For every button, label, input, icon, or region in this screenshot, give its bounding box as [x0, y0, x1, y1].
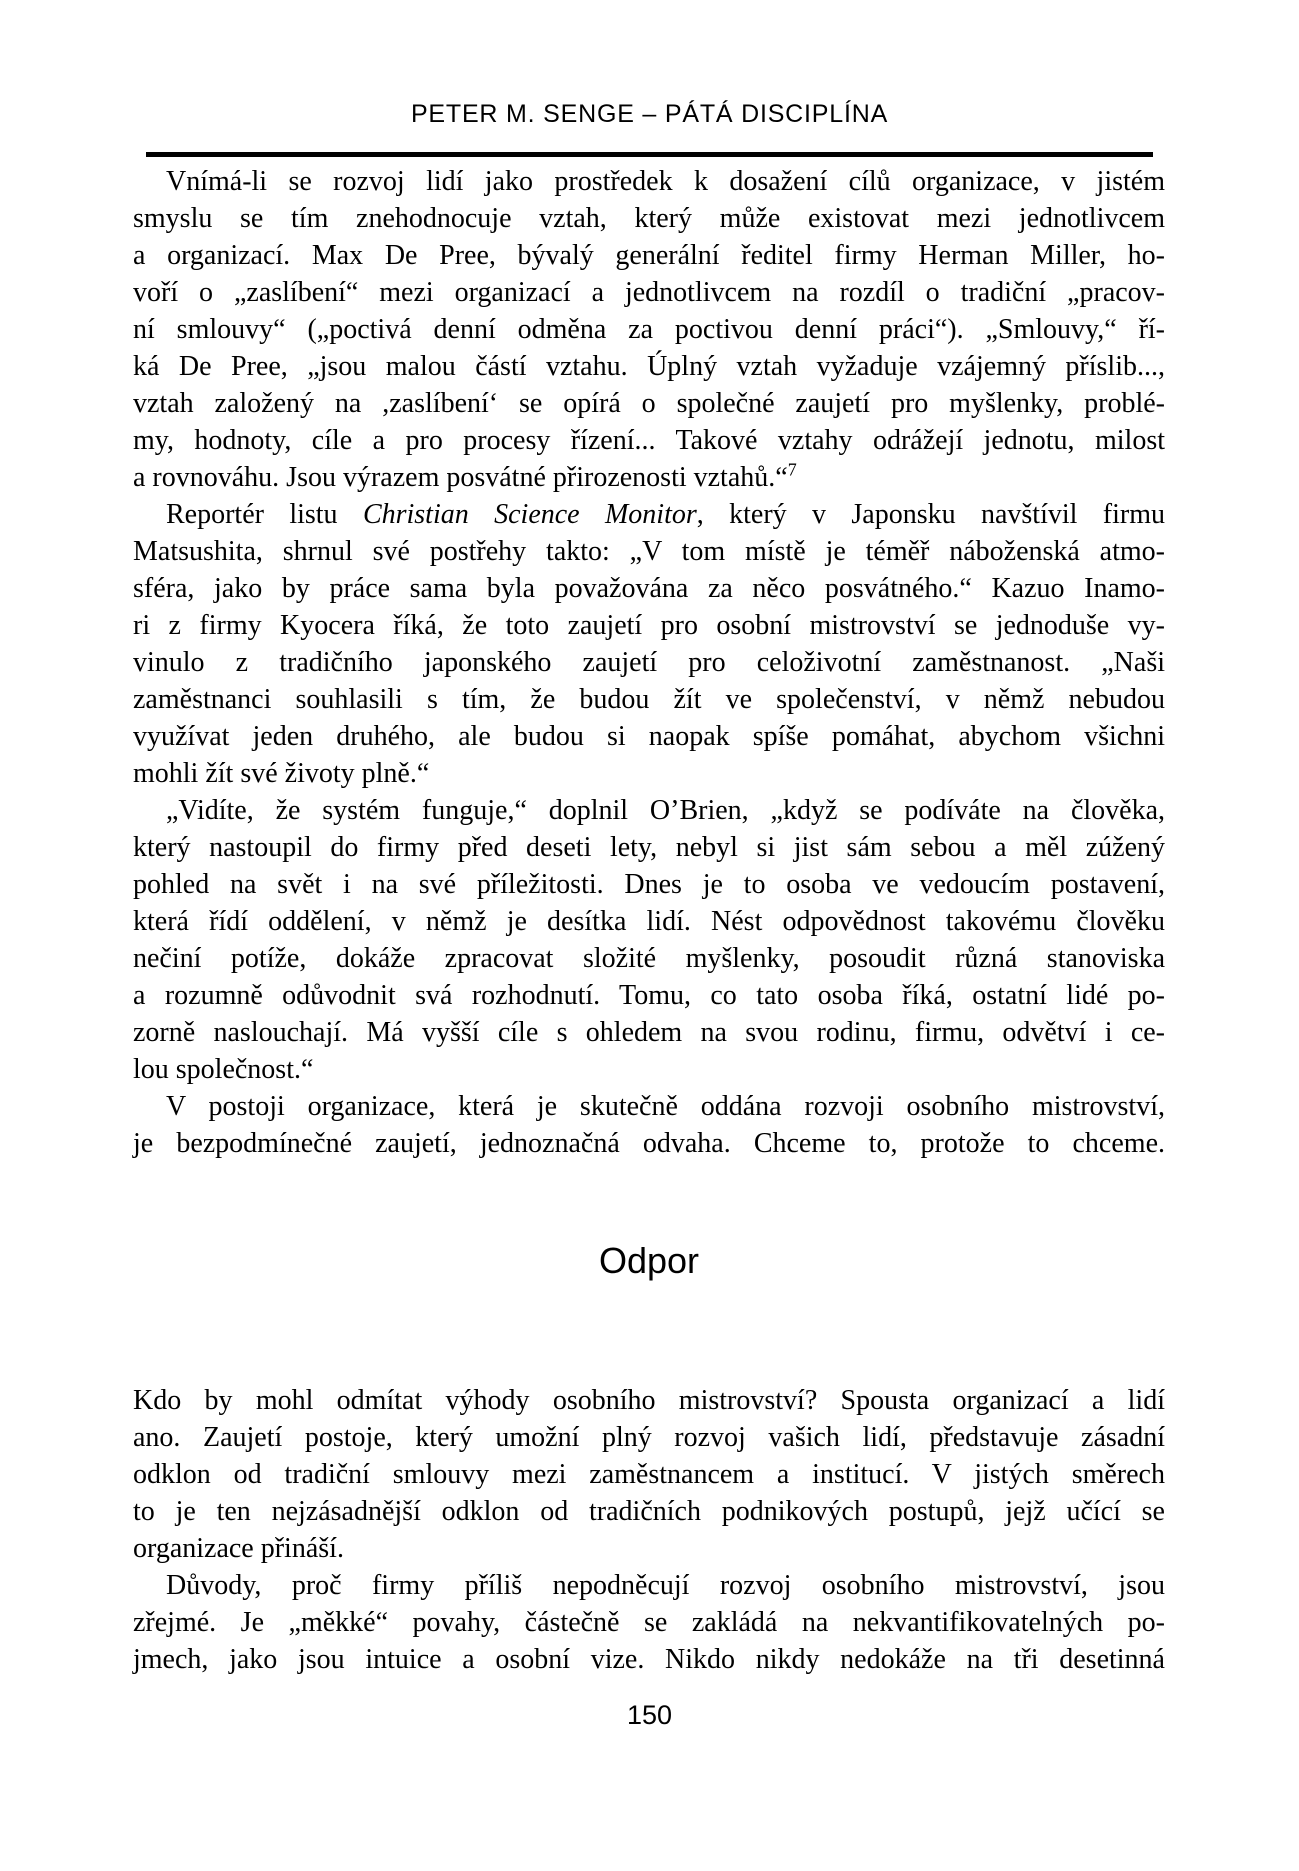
text-line: ká De Pree, „jsou malou částí vztahu. Úplný vztah vyžaduje vzájemný příslib...,: [133, 351, 1165, 382]
footnote-marker: 7: [787, 459, 797, 480]
emphasized-text: Christian Science Monitor: [362, 499, 697, 530]
text-line: Reportér listu Christian Science Monitor, který v Japonsku navštívil firmu: [166, 499, 1165, 530]
page-number: 150: [626, 1700, 673, 1730]
paragraph: [133, 1382, 1165, 1567]
text-line: a organizací. Max De Pree, bývalý generální ředitel firmy Herman Miller, ho-: [133, 240, 1165, 271]
text-line: odklon od tradiční smlouvy mezi zaměstnancem a institucí. V jistých směrech: [133, 1459, 1165, 1490]
text-line: voří o „zaslíbení“ mezi organizací a jednotlivcem na rozdíl o tradiční „pracov-: [133, 277, 1165, 308]
text-line: a rovnováhu. Jsou výrazem posvátné přirozenosti vztahů.“$^7$: [133, 459, 797, 493]
text-line: zaměstnanci souhlasili s tím, že budou žít ve společenství, v němž nebudou: [133, 684, 1165, 715]
text-line: V postoji organizace, která je skutečně oddána rozvoji osobního mistrovství,: [166, 1091, 1165, 1122]
paragraph: [133, 1567, 1165, 1678]
text-line: organizace přináší.: [133, 1533, 344, 1564]
text-line: jmech, jako jsou intuice a osobní vize. Nikdo nikdy nedokáže na tři desetinná: [133, 1644, 1165, 1675]
text-line: nečiní potíže, dokáže zpracovat složité myšlenky, posoudit různá stanoviska: [133, 943, 1165, 974]
text-body: [133, 163, 1165, 1678]
text-line: to je ten nejzásadnější odklon od tradičních podnikových postupů, jejž učící se: [133, 1496, 1165, 1527]
text-line: smyslu se tím znehodnocuje vztah, který může existovat mezi jednotlivcem: [133, 203, 1165, 234]
text-line: ano. Zaujetí postoje, který umožní plný rozvoj vašich lidí, představuje zásadní: [133, 1422, 1165, 1453]
text-line: zorně naslouchají. Má vyšší cíle s ohledem na svou rodinu, firmu, odvětví i ce-: [133, 1017, 1165, 1048]
text-line: sféra, jako by práce sama byla považována za něco posvátného.“ Kazuo Inamo-: [133, 573, 1165, 604]
text-line: ní smlouvy“ („poctivá denní odměna za poctivou denní práci“). „Smlouvy,“ ří-: [133, 314, 1165, 345]
paragraph: [133, 496, 1165, 792]
text-line: a rozumně odůvodnit svá rozhodnutí. Tomu, co tato osoba říká, ostatní lidé po-: [133, 980, 1165, 1011]
text-line: Matsushita, shrnul své postřehy takto: „V tom místě je téměř náboženská atmo-: [133, 536, 1165, 567]
text-line: vztah založený na ,zaslíbení‘ se opírá o společné zaujetí pro myšlenky, problé-: [133, 388, 1165, 419]
running-header: PETER M. SENGE – PÁTÁ DISCIPLÍNA: [410, 100, 889, 128]
text-line: Vnímá-li se rozvoj lidí jako prostředek k dosažení cílů organizace, v jistém: [166, 166, 1165, 197]
text-line: je bezpodmínečné zaujetí, jednoznačná odvaha. Chceme to, protože to chceme.: [133, 1128, 1165, 1159]
text-line: ri z firmy Kyocera říká, že toto zaujetí pro osobní mistrovství se jednoduše vy-: [133, 610, 1165, 641]
text-line: využívat jeden druhého, ale budou si naopak spíše pomáhat, abychom všichni: [133, 721, 1165, 752]
paragraph: [133, 792, 1165, 1088]
text-line: my, hodnoty, cíle a pro procesy řízení... Takové vztahy odrážejí jednotu, milost: [133, 425, 1165, 456]
paragraph: [133, 1088, 1165, 1162]
text-line: lou společnost.“: [133, 1054, 314, 1085]
text-line: vinulo z tradičního japonského zaujetí pro celoživotní zaměstnanost. „Naši: [133, 647, 1165, 678]
text-line: Důvody, proč firmy příliš nepodněcují rozvoj osobního mistrovství, jsou: [166, 1570, 1165, 1601]
section-heading: Odpor: [598, 1240, 700, 1281]
paragraph: [133, 163, 1165, 496]
text-line: pohled na svět i na své příležitosti. Dnes je to osoba ve vedoucím postavení,: [133, 869, 1165, 900]
text-line: Kdo by mohl odmítat výhody osobního mistrovství? Spousta organizací a lidí: [133, 1385, 1165, 1416]
text-line: „Vidíte, že systém funguje,“ doplnil O’Brien, „když se podíváte na člověka,: [166, 795, 1165, 826]
header-rule: [146, 152, 1153, 157]
text-line: která řídí oddělení, v němž je desítka lidí. Nést odpovědnost takovému člověku: [133, 906, 1165, 937]
text-line: zřejmé. Je „měkké“ povahy, částečně se zakládá na nekvantifikovatelných po-: [133, 1607, 1165, 1638]
text-line: mohli žít své životy plně.“: [133, 758, 430, 789]
text-line: který nastoupil do firmy před deseti lety, nebyl si jist sám sebou a měl zúžený: [133, 832, 1165, 863]
